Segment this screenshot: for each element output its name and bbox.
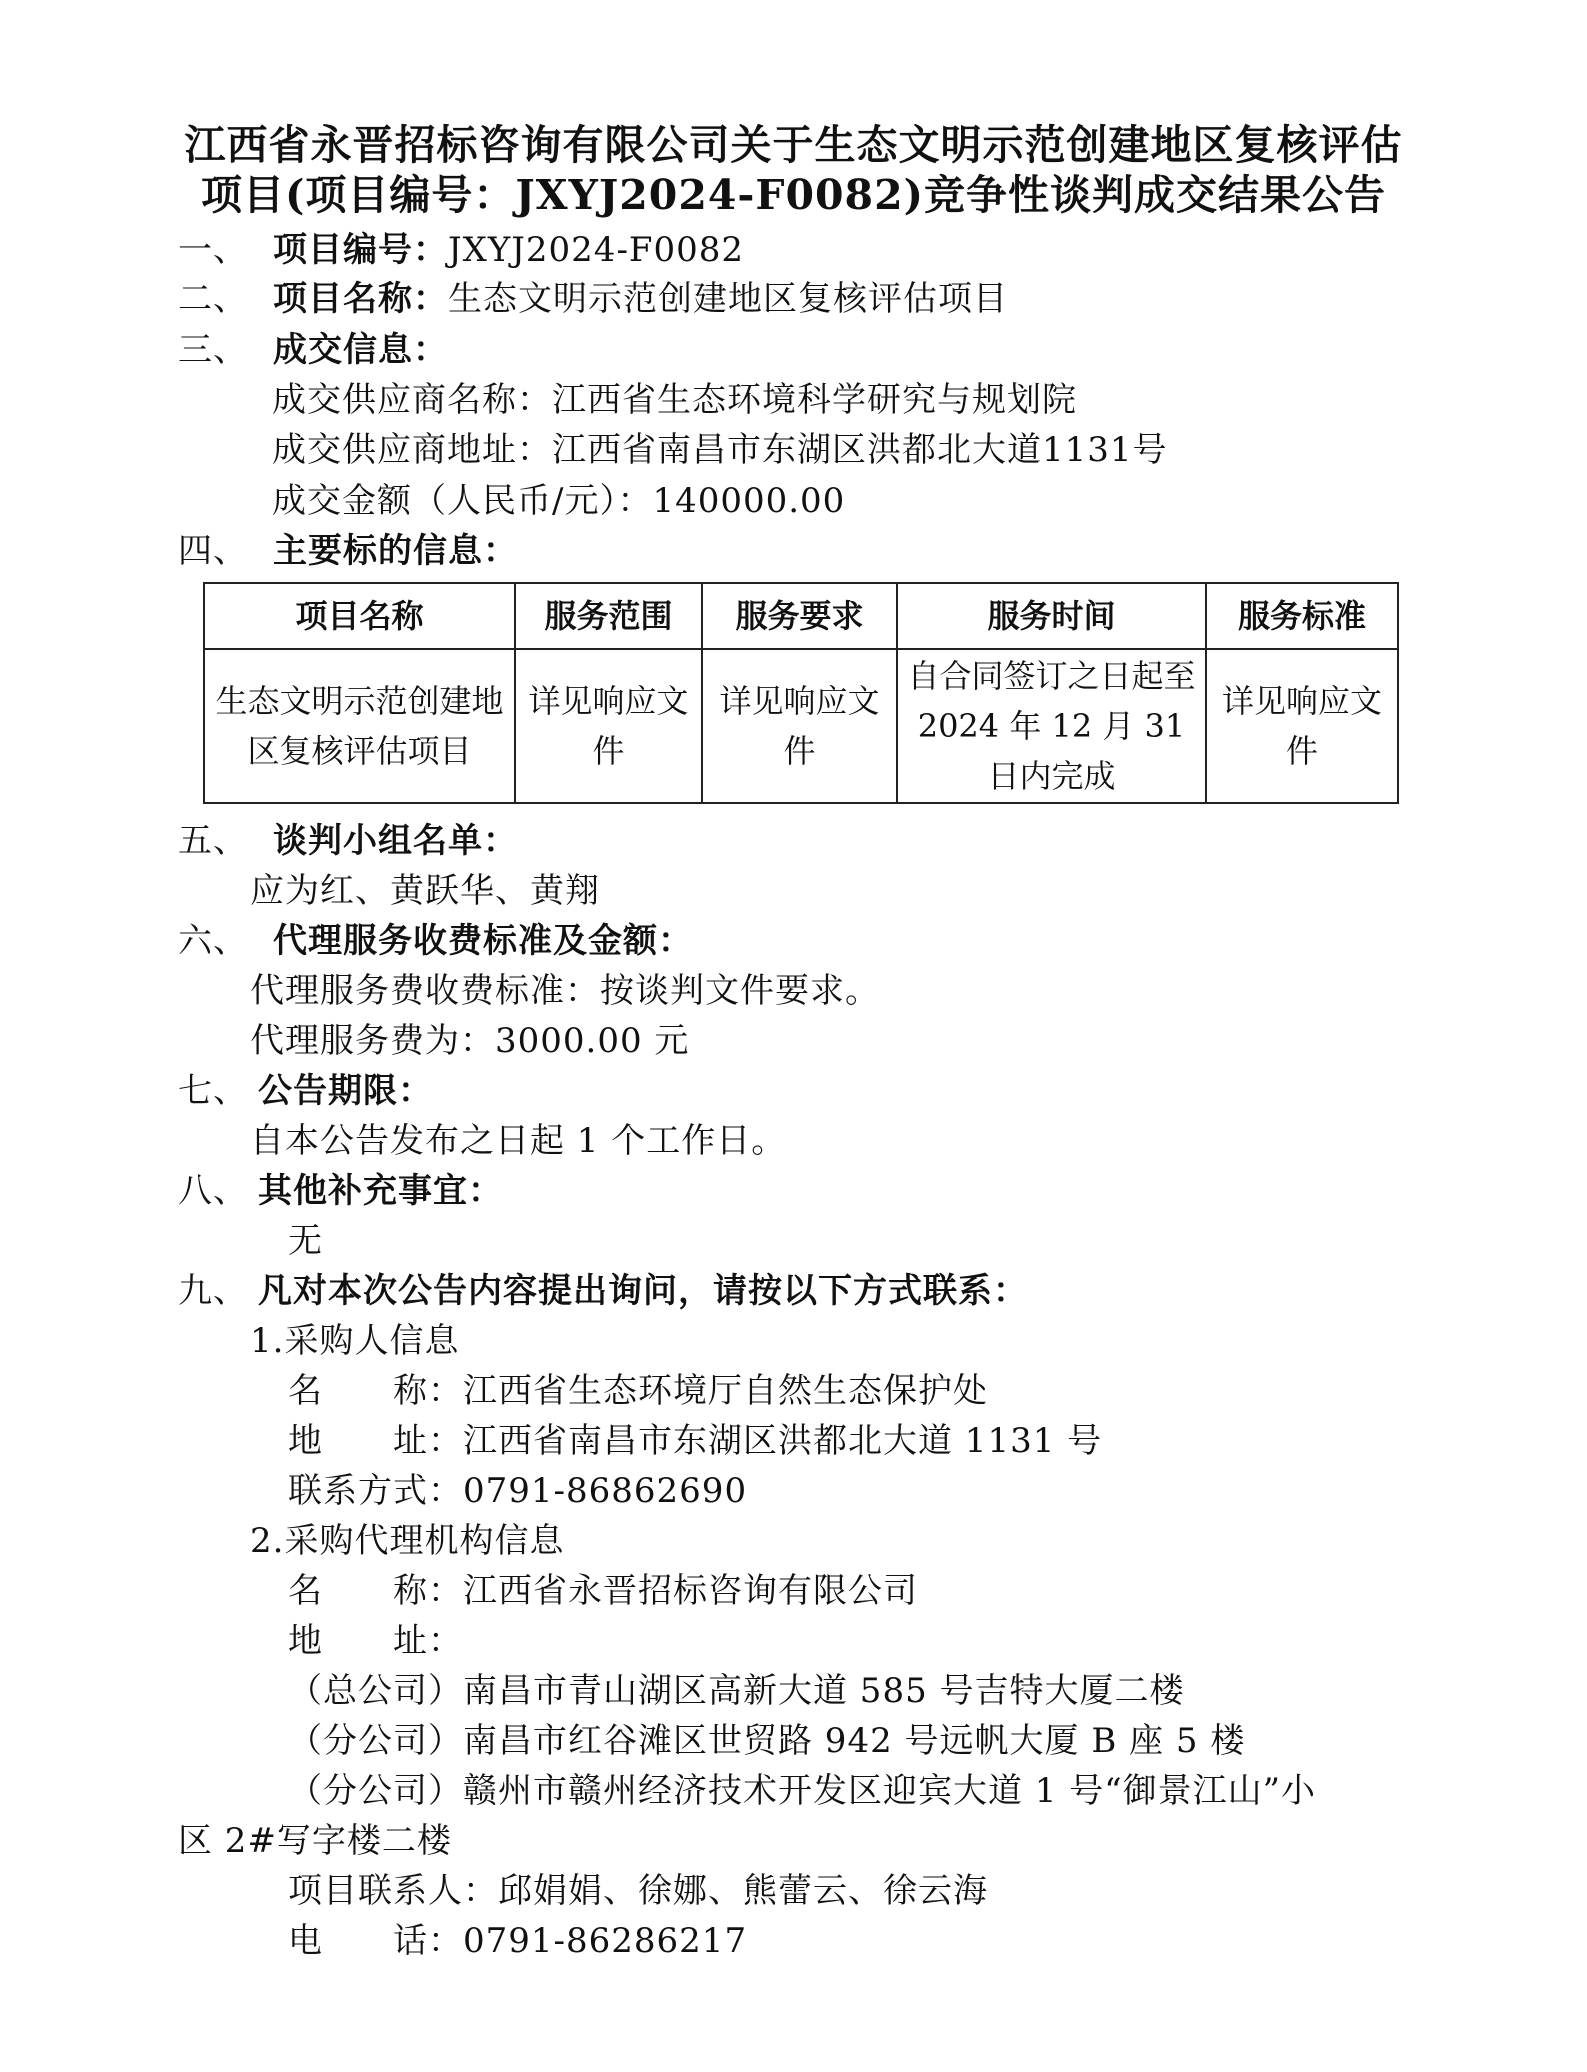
section-9 [178,1263,1028,1312]
section-2-label: 项目名称： [273,279,448,319]
header-project-name: 项目名称 [204,583,515,649]
section-8 [178,1163,503,1212]
header-service-scope: 服务范围 [515,583,702,649]
agent-address-branch-2: （分公司）赣州市赣州经济技术开发区迎宾大道 1 号“御景江山”小 [288,1771,1317,1811]
section-6-label: 代理服务收费标准及金额： [273,921,693,961]
section-1-label: 项目编号： [273,230,448,270]
section-3 [178,322,448,371]
cell-service-time: 自合同签订之日起至 2024 年 12 月 31 日内完成 [897,649,1206,803]
supplier-name: 成交供应商名称：江西省生态环境科学研究与规划院 [272,380,1077,420]
section-4 [178,523,518,572]
project-name-value: 生态文明示范创建地区复核评估项目 [448,279,1008,319]
agent-name: 名 称：江西省永晋招标咨询有限公司 [288,1571,918,1611]
section-7 [178,1063,433,1112]
header-service-standard: 服务标准 [1206,583,1398,649]
agent-address-hq: （总公司）南昌市青山湖区高新大道 585 号吉特大厦二楼 [288,1671,1185,1711]
cell-service-standard: 详见响应文件 [1206,649,1398,803]
section-1-number: 一、 [178,230,248,270]
title-line-2: 项目(项目编号：JXYJ2024-F0082)竞争性谈判成交结果公告 [200,171,1387,219]
buyer-info-heading: 1.采购人信息 [250,1321,460,1361]
deal-amount: 成交金额（人民币/元）：140000.00 [272,481,846,521]
section-3-number: 三、 [178,330,248,370]
section-8-label: 其他补充事宜： [258,1171,503,1211]
section-3-label: 成交信息： [273,330,448,370]
header-service-requirement: 服务要求 [702,583,897,649]
title-line-1: 江西省永晋招标咨询有限公司关于生态文明示范创建地区复核评估 [184,121,1403,169]
agent-info-heading: 2.采购代理机构信息 [250,1521,565,1561]
section-9-label: 凡对本次公告内容提出询问，请按以下方式联系： [258,1271,1028,1311]
section-8-number: 八、 [178,1171,248,1211]
section-4-number: 四、 [178,531,248,571]
cell-service-requirement: 详见响应文件 [702,649,897,803]
supplier-address: 成交供应商地址：江西省南昌市东湖区洪都北大道1131号 [272,430,1168,470]
cell-project-name: 生态文明示范创建地区复核评估项目 [204,649,515,803]
buyer-name: 名 称：江西省生态环境厅自然生态保护处 [288,1371,988,1411]
header-service-time: 服务时间 [897,583,1206,649]
project-number-value: JXYJ2024-F0082 [448,230,745,270]
agent-address-branch-2-cont: 区 2#写字楼二楼 [178,1821,452,1861]
section-2 [178,271,1008,320]
section-2-number: 二、 [178,279,248,319]
agency-fee-standard: 代理服务费收费标准：按谈判文件要求。 [250,971,880,1011]
project-contacts: 项目联系人：邱娟娟、徐娜、熊蕾云、徐云海 [288,1871,988,1911]
section-6 [178,913,693,962]
agency-fee-amount: 代理服务费为：3000.00 元 [250,1021,690,1061]
buyer-phone: 联系方式：0791-86862690 [288,1471,748,1511]
section-9-number: 九、 [178,1271,248,1311]
section-7-number: 七、 [178,1071,248,1111]
section-1 [178,222,744,271]
notice-period: 自本公告发布之日起 1 个工作日。 [250,1121,787,1161]
cell-service-scope: 详见响应文件 [515,649,702,803]
table-header-row [204,583,1398,649]
section-7-label: 公告期限： [258,1071,433,1111]
panel-members: 应为红、黄跃华、黄翔 [250,871,600,911]
other-matters: 无 [288,1221,323,1261]
section-6-number: 六、 [178,921,248,961]
section-5-number: 五、 [178,821,248,861]
section-5-label: 谈判小组名单： [273,821,518,861]
subject-info-table [203,582,1399,804]
section-5 [178,813,518,862]
agent-phone: 电 话：0791-86286217 [288,1921,748,1961]
table-row [204,649,1398,803]
buyer-address: 地 址：江西省南昌市东湖区洪都北大道 1131 号 [288,1421,1103,1461]
section-4-label: 主要标的信息： [273,531,518,571]
agent-address-branch-1: （分公司）南昌市红谷滩区世贸路 942 号远帆大厦 B 座 5 楼 [288,1721,1246,1761]
agent-address-label: 地 址： [288,1621,463,1661]
